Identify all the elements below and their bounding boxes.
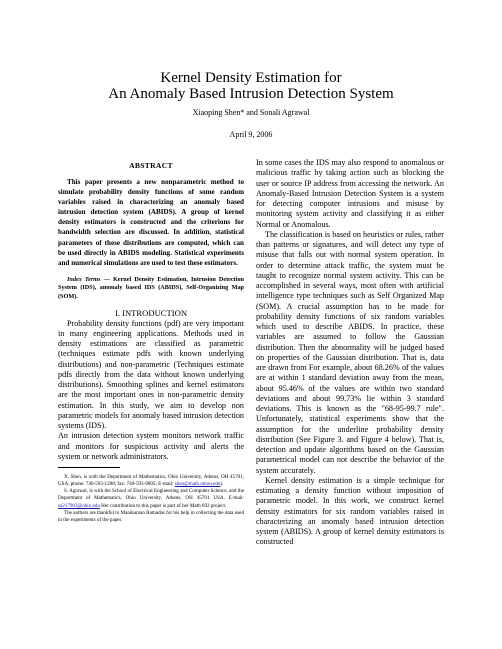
right-paragraph-2: The classification is based on heuristics or rules, rather than patterns or signatures, and will detect any type of misuse that falls out with normal system operation. In order to determine attack traffic, the system must be taught to recognize normal system activity. This can be accomplished in several ways, most often with artificial intelligence type techniques such as Self Organized Map (SOM). A crucial assumption has to be made for probability density functions of six random variables which used to describe ABIDS. In practice, these variables are assumed to follow the Gaussian distribution. Then the abnormality will be judged based on properties of the Gaussian distribution. That is, data are drawn from For example, about 68.26% of the values are at within 1 standard deviation away from the mean, about 95.46% of the values are within two standard deviations and about 99.73% lie within 3 standard deviations. This is known as the "68-95-99.7 rule". Unfortunately, statistical experiments show that the assumption for the underline probability density distribution (See Figure 3. and Figure 4 below). That is, detection and update algorithms based on the Gaussian parametrical model can not describe the behavior of the system accurately. <box>256 229 444 475</box>
right-paragraph-3: Kernel density estimation is a simple technique for estimating a density function without imposition of parametric model. In this work, we construct kernel density estimators for six random variables raised in characterizing an anomaly based intrusion detection system (ABIDS). A group of kernel density estimators is constructed <box>256 475 444 547</box>
footnote-2 <box>58 488 244 509</box>
right-column <box>256 158 444 548</box>
index-terms-label: Index Terms <box>67 275 101 283</box>
section-heading-introduction: I. INTRODUCTION <box>114 307 188 318</box>
title-line-2: An Anomaly Based Intrusion Detection System <box>108 86 394 102</box>
abstract-text: This paper presents a new nonparametric method to simulate probability density functions of some random variables raised in characterizing an anomaly based intrusion detection system (ABIDS). A group of kernel density estimators is constructed and the criterions for bandwidth selection are discussed. In addition, statistical parameters of these distributions are computed, which can be used directly in ABIDS modeling. Statistical experiments and numerical simulations are used to test these estimators. <box>58 178 244 267</box>
index-terms-text: — Kernel Density Estimation, Intrusion Detection System (IDS), anomaly based IDS (ABIDS), Self-Organizing Map (SOM). <box>58 275 244 301</box>
footnote-2-end: Her contribution to this paper is part of her Math 692 project. <box>99 502 227 509</box>
right-paragraph-1: In some cases the IDS may also respond to anomalous or malicious traffic by taking action such as blocking the user or source IP address from accessing the network. An Anomaly-Based Intrusion Detection System is a system for detecting computer intrusions and misuse by monitoring system activity and classifying it as either Normal or Anomalous. <box>256 158 444 229</box>
intro-paragraph-2: An intrusion detection system monitors network traffic and monitors for suspicious activity and alerts the system or network administrators. <box>58 431 244 461</box>
footnote-3: The authors are thankful to Manikantan Ramadas for his help in collecting the data used in the experiments of the paper. <box>58 509 244 523</box>
authors: Xiaoping Shen* and Sonali Agrawal <box>192 108 310 117</box>
footnote-1 <box>58 474 244 488</box>
paper-title <box>0 70 502 102</box>
footnotes <box>58 474 244 524</box>
intro-right-body <box>256 158 444 548</box>
email-link-agrawal[interactable]: sa217903@ohio.edu <box>58 502 100 509</box>
date: April 9, 2006 <box>229 130 273 139</box>
email-link-shen[interactable]: shen@math.ohiou.edu <box>174 481 221 488</box>
intro-paragraph-1: Probability density functions (pdf) are very important in many engineering applications. Methods used in density estimations are classified as parametric (techniques estimate pdfs with known underlying distributions) and non-parametric (Techniques estimate pdfs directly from the data without known underlying distributions). Smoothing splines and kernel estimators are the most important ones in non-parametric density estimation. In this study, we aim to develop non parametric models for anomaly based intrusion detection systems (IDS). <box>58 318 244 431</box>
footnote-1-text: X. Shen, is with the Department of Mathematics, Ohio University, Athens, OH 45701, USA. phone: 740-593-1288; fax: 740-593-9805; E-mail: <box>58 474 244 488</box>
left-column <box>58 158 244 524</box>
footnote-2-text: S. Agrawal, is with the School of Electrical Engineering and Computer Science, and the Department of Mathematics, Ohio University, Athens, OH 45701 USA. E-mail: <box>58 488 244 502</box>
index-terms <box>58 276 244 302</box>
footnote-rule <box>58 467 120 468</box>
intro-left-body <box>58 319 244 463</box>
footnote-1-end: ). <box>220 481 224 488</box>
abstract-heading: ABSTRACT <box>129 161 173 170</box>
title-line-1: Kernel Density Estimation for <box>160 70 342 86</box>
